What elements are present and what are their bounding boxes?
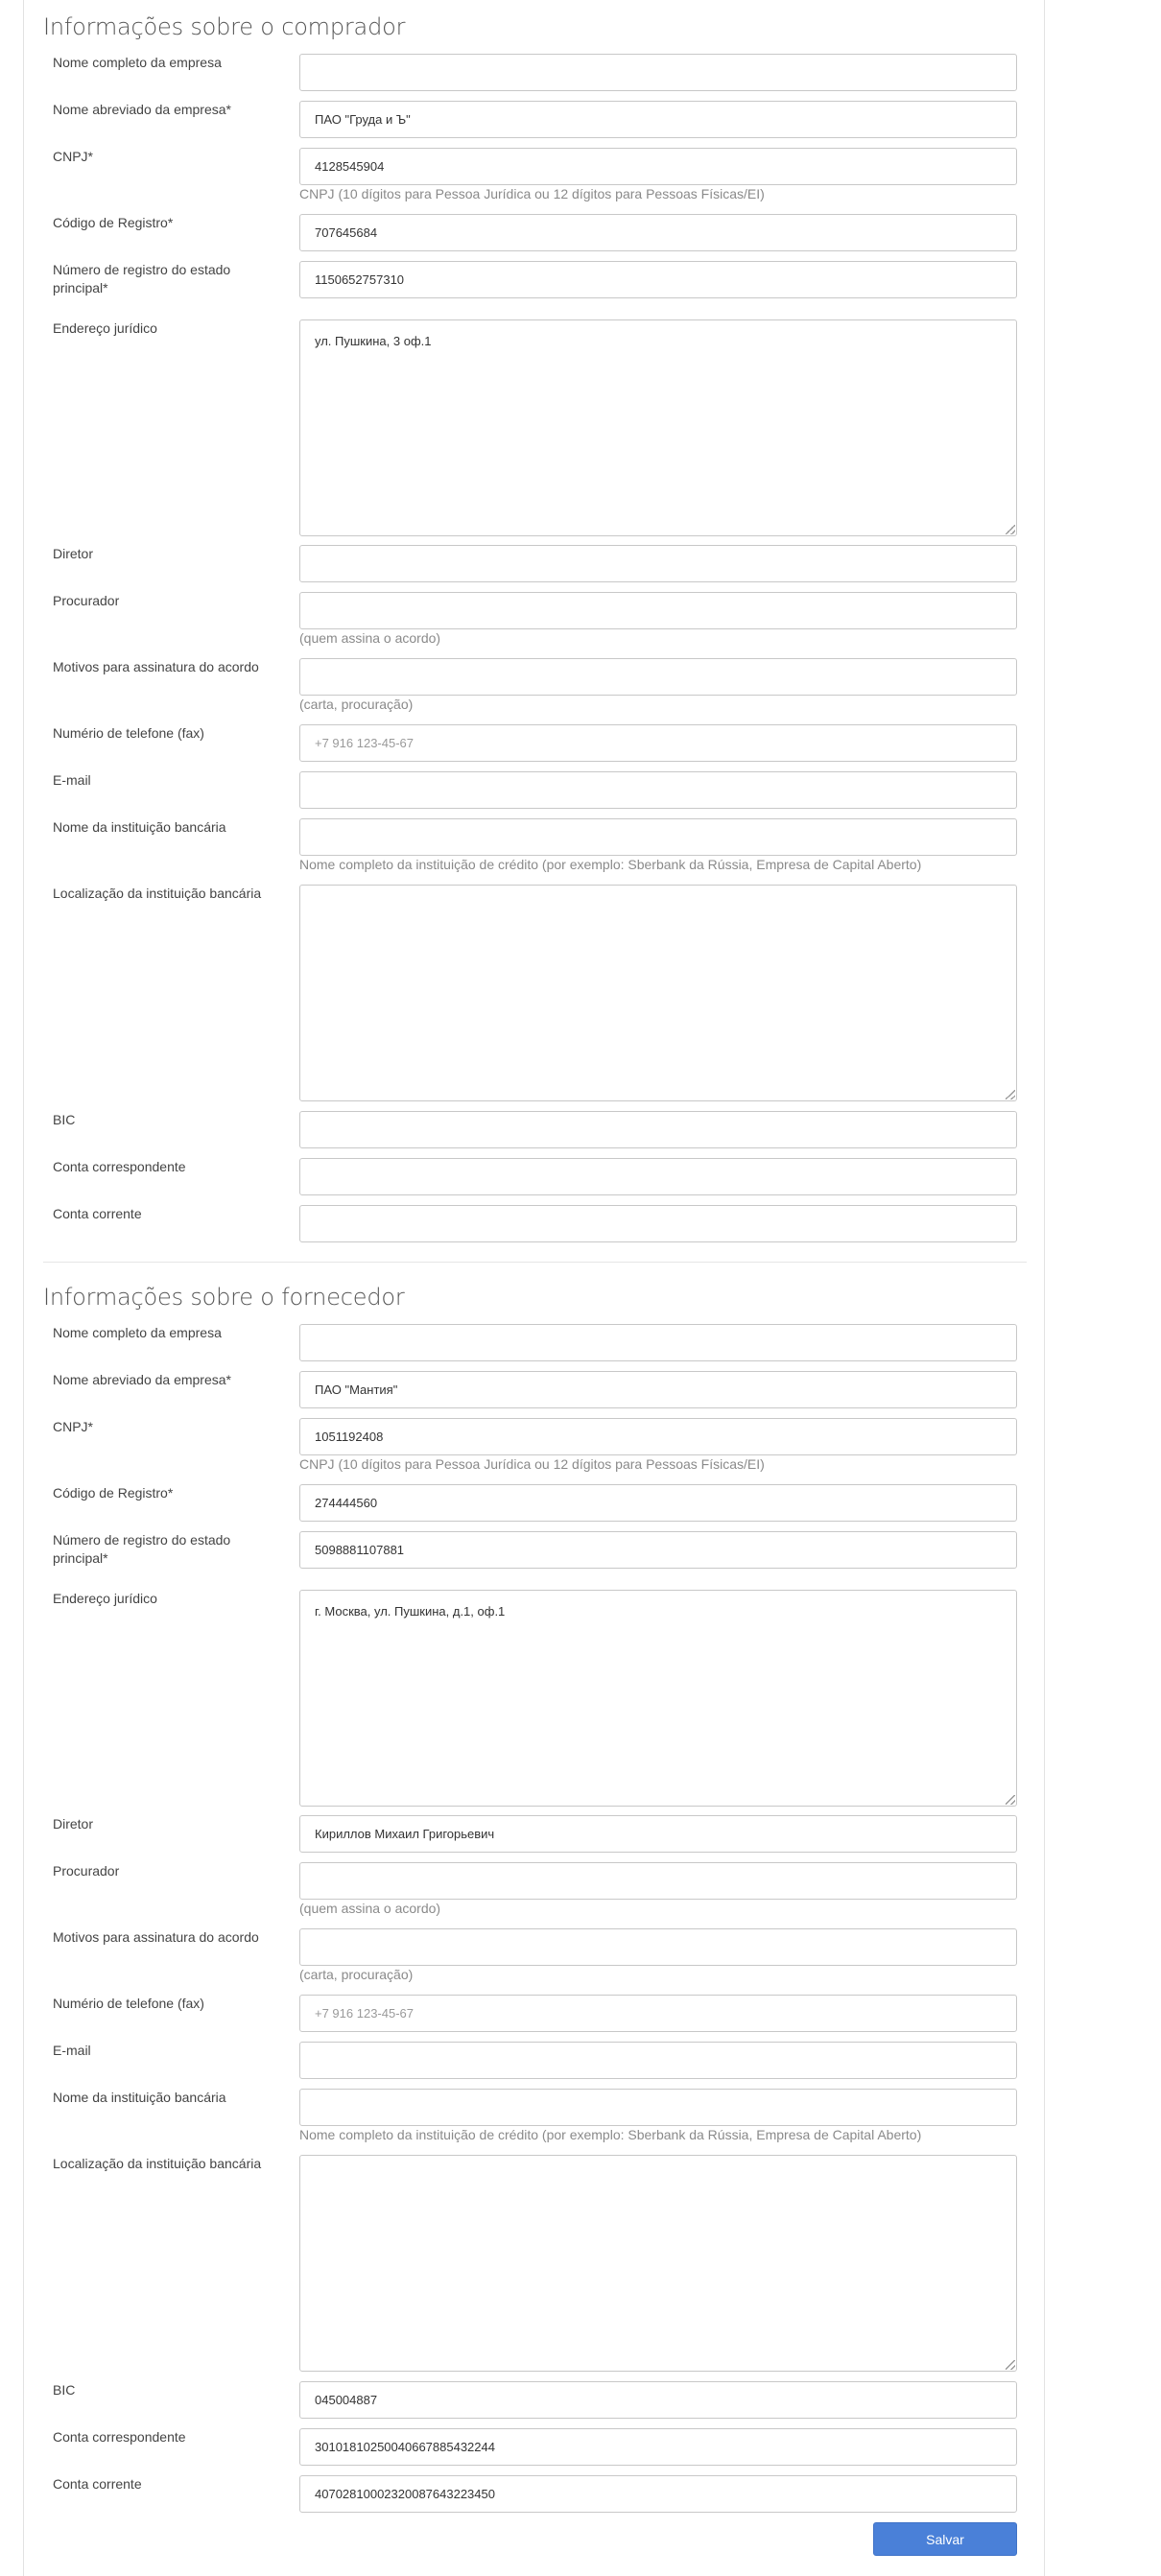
supplier-bank-name-help: Nome completo da instituição de crédito (por exemplo: Sberbank da Rússia, Empresa de Capital Aberto) — [299, 2127, 922, 2142]
buyer-state-reg-number-label: Número de registro do estado principal* — [53, 262, 231, 295]
supplier-section-title: Informações sobre o fornecedor — [43, 1284, 405, 1311]
supplier-signing-grounds-help: (carta, procuração) — [299, 1967, 414, 1982]
supplier-email-label: E-mail — [53, 2043, 91, 2058]
buyer-signing-grounds-label: Motivos para assinatura do acordo — [53, 659, 259, 674]
supplier-corr-account-label: Conta correspondente — [53, 2429, 186, 2445]
supplier-current-account-input[interactable] — [299, 2475, 1017, 2513]
supplier-registry-code-input[interactable] — [299, 1484, 1017, 1522]
buyer-legal-address-resize-icon[interactable] — [1006, 525, 1015, 534]
supplier-full-name-input[interactable] — [299, 1324, 1017, 1361]
buyer-attorney-input[interactable] — [299, 592, 1017, 629]
buyer-bank-location-textarea[interactable] — [299, 885, 1017, 1101]
buyer-legal-address-textarea[interactable] — [299, 319, 1017, 536]
form-page — [23, 0, 1045, 2576]
buyer-phone-input[interactable] — [299, 724, 1017, 762]
buyer-corr-account-input[interactable] — [299, 1158, 1017, 1195]
supplier-corr-account-input[interactable] — [299, 2428, 1017, 2466]
supplier-phone-label: Numério de telefone (fax) — [53, 1996, 204, 2011]
buyer-signing-grounds-help: (carta, procuração) — [299, 697, 414, 712]
supplier-bank-name-label: Nome da instituição bancária — [53, 2090, 226, 2105]
buyer-cnpj-input[interactable] — [299, 148, 1017, 185]
supplier-bank-location-resize-icon[interactable] — [1006, 2360, 1015, 2370]
buyer-email-input[interactable] — [299, 771, 1017, 809]
buyer-cnpj-help: CNPJ (10 dígitos para Pessoa Jurídica ou 12 dígitos para Pessoas Físicas/EI) — [299, 186, 765, 201]
save-button[interactable]: Salvar — [873, 2522, 1017, 2556]
buyer-current-account-input[interactable] — [299, 1205, 1017, 1242]
supplier-bic-input[interactable] — [299, 2381, 1017, 2419]
buyer-bic-label: BIC — [53, 1112, 76, 1127]
buyer-bank-name-input[interactable] — [299, 818, 1017, 856]
section-divider — [43, 1262, 1027, 1263]
supplier-attorney-label: Procurador — [53, 1863, 120, 1879]
supplier-legal-address-textarea[interactable] — [299, 1590, 1017, 1807]
supplier-legal-address-label: Endereço jurídico — [53, 1591, 157, 1606]
supplier-attorney-help: (quem assina o acordo) — [299, 1901, 441, 1916]
buyer-registry-code-label: Código de Registro* — [53, 215, 174, 230]
supplier-short-name-label: Nome abreviado da empresa* — [53, 1372, 231, 1387]
supplier-legal-address-resize-icon[interactable] — [1006, 1795, 1015, 1805]
buyer-corr-account-label: Conta correspondente — [53, 1159, 186, 1174]
buyer-registry-code-input[interactable] — [299, 214, 1017, 251]
supplier-director-input[interactable] — [299, 1815, 1017, 1853]
buyer-full-name-label: Nome completo da empresa — [53, 55, 222, 70]
supplier-bank-location-textarea[interactable] — [299, 2155, 1017, 2372]
supplier-email-input[interactable] — [299, 2042, 1017, 2079]
buyer-short-name-input[interactable] — [299, 101, 1017, 138]
buyer-bank-name-help: Nome completo da instituição de crédito (por exemplo: Sberbank da Rússia, Empresa de Capital Aberto) — [299, 857, 922, 872]
supplier-registry-code-label: Código de Registro* — [53, 1485, 174, 1501]
supplier-cnpj-help: CNPJ (10 dígitos para Pessoa Jurídica ou 12 dígitos para Pessoas Físicas/EI) — [299, 1456, 765, 1472]
buyer-phone-label: Numério de telefone (fax) — [53, 725, 204, 741]
buyer-state-reg-number-input[interactable] — [299, 261, 1017, 298]
supplier-phone-input[interactable] — [299, 1995, 1017, 2032]
buyer-current-account-label: Conta corrente — [53, 1206, 142, 1221]
buyer-bank-location-resize-icon[interactable] — [1006, 1090, 1015, 1099]
buyer-attorney-label: Procurador — [53, 593, 120, 608]
buyer-signing-grounds-input[interactable] — [299, 658, 1017, 696]
buyer-attorney-help: (quem assina o acordo) — [299, 630, 441, 646]
supplier-signing-grounds-input[interactable] — [299, 1928, 1017, 1966]
buyer-email-label: E-mail — [53, 772, 91, 788]
buyer-legal-address-label: Endereço jurídico — [53, 320, 157, 336]
supplier-cnpj-input[interactable] — [299, 1418, 1017, 1455]
supplier-current-account-label: Conta corrente — [53, 2476, 142, 2492]
buyer-director-label: Diretor — [53, 546, 94, 561]
supplier-bic-label: BIC — [53, 2382, 76, 2398]
buyer-director-input[interactable] — [299, 545, 1017, 582]
buyer-bic-input[interactable] — [299, 1111, 1017, 1148]
buyer-bank-name-label: Nome da instituição bancária — [53, 819, 226, 835]
supplier-cnpj-label: CNPJ* — [53, 1419, 94, 1434]
supplier-short-name-input[interactable] — [299, 1371, 1017, 1408]
supplier-bank-name-input[interactable] — [299, 2089, 1017, 2126]
supplier-full-name-label: Nome completo da empresa — [53, 1325, 222, 1340]
supplier-state-reg-number-input[interactable] — [299, 1531, 1017, 1569]
buyer-section-title: Informações sobre o comprador — [43, 13, 406, 40]
buyer-short-name-label: Nome abreviado da empresa* — [53, 102, 231, 117]
buyer-cnpj-label: CNPJ* — [53, 149, 94, 164]
supplier-director-label: Diretor — [53, 1816, 94, 1832]
buyer-bank-location-label: Localização da instituição bancária — [53, 886, 262, 901]
supplier-bank-location-label: Localização da instituição bancária — [53, 2156, 262, 2171]
supplier-signing-grounds-label: Motivos para assinatura do acordo — [53, 1929, 259, 1945]
buyer-full-name-input[interactable] — [299, 54, 1017, 91]
supplier-attorney-input[interactable] — [299, 1862, 1017, 1900]
supplier-state-reg-number-label: Número de registro do estado principal* — [53, 1532, 231, 1566]
